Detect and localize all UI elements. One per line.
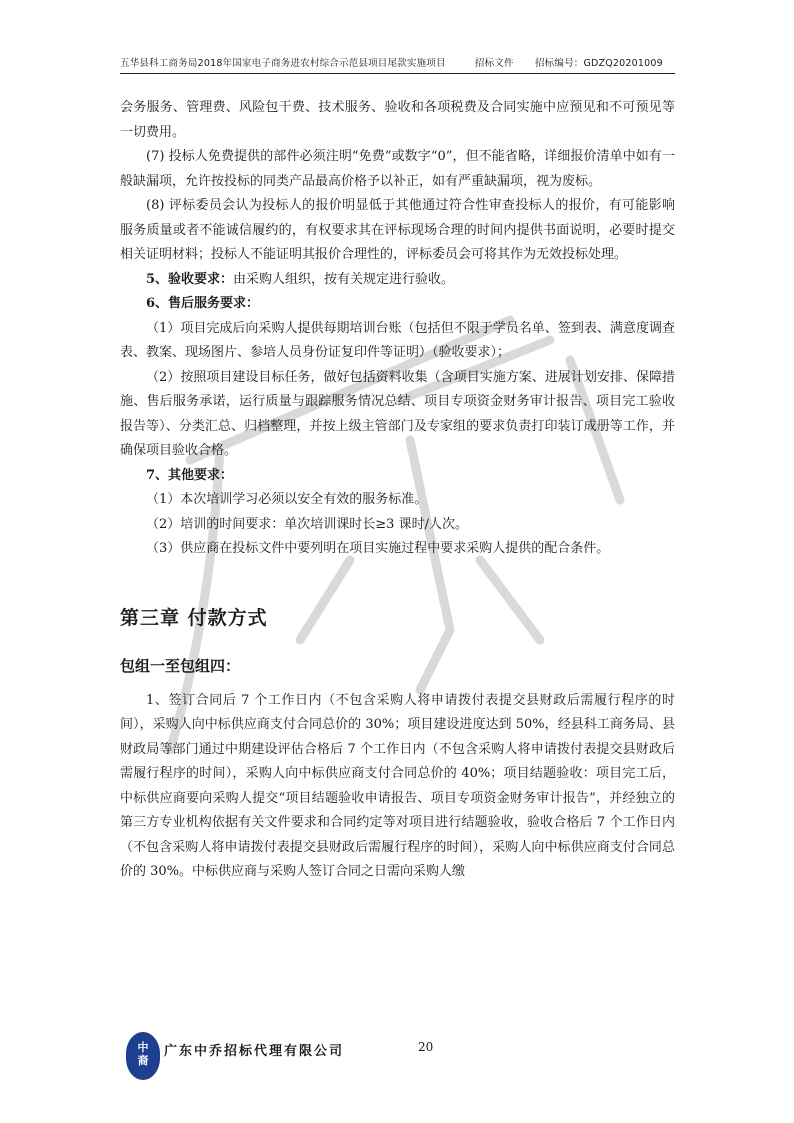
body-paragraph xyxy=(120,488,675,513)
paragraph-text: 会务服务、管理费、风险包干费、技术服务、验收和各项税费及合同实施中应预见和不可预见等一切费用。 xyxy=(120,100,675,140)
paragraph-text: （1）项目完成后向采购人提供每期培训台账（包括但不限于学员名单、签到表、满意度调查表、教案、现场图片、参培人员身份证复印件等证明）（验收要求）； xyxy=(120,320,675,360)
requirement-label: 6、售后服务要求： xyxy=(146,296,260,311)
requirement-heading xyxy=(120,268,675,293)
payment-paragraph: 1、签订合同后 7 个工作日内（不包含采购人将申请拨付表提交县财政后需履行程序的时间），采购人向中标供应商支付合同总价的 30%；项目建设进度达到 50%，经县科工商务局、县财政局等部门通过中期建设评估合格后 7 个工作日内（不包含采购人将申请拨付表提交县财政后需履行程序的时间），采购人向中标供应商支付合同总价的 40%；项目结题验收：项目完工后，中标供应商要向采购人提交“项目结题验收申请报告、项目专项资金财务审计报告”，并经独立的第三方专业机构依据有关文件要求和合同约定等对项目进行结题验收，验收合格后 7 个工作日内（不包含采购人将申请拨付表提交县财政后需履行程序的时间），采购人向中标供应商支付合同总价的 30%。中标供应商与采购人签订合同之日需向采购人缴 xyxy=(120,692,675,879)
document-body xyxy=(120,96,675,885)
chapter-title: 第三章 付款方式 xyxy=(120,606,268,629)
company-name: 广东中乔招标代理有限公司 xyxy=(164,1044,345,1059)
paragraph-text: （1）本次培训学习必须以安全有效的服务标准。 xyxy=(146,492,428,507)
body-paragraph xyxy=(120,513,675,538)
header-doc-code: 招标编号：GDZQ20201009 xyxy=(534,58,663,69)
section-title: 包组一至包组四： xyxy=(120,657,241,675)
company-seal-logo xyxy=(126,1032,160,1080)
paragraph-text: （2）培训的时间要求：单次培训课时长≥3 课时/人次。 xyxy=(146,516,468,532)
page-footer xyxy=(120,1032,675,1082)
requirement-label: 7、其他要求： xyxy=(146,467,234,483)
paragraph-text: 由采购人组织，按有关规定进行验收。 xyxy=(233,271,455,287)
paragraph-text: （3）供应商在投标文件中要列明在项目实施过程中要求采购人提供的配合条件。 xyxy=(146,541,610,556)
page-header xyxy=(120,55,675,69)
body-paragraph xyxy=(120,145,675,194)
paragraph-text: (7) 投标人免费提供的部件必须注明“免费”或数字“0”，但不能省略，详细报价清单中如有一般缺漏项，允许按投标的同类产品最高价格予以补正，如有严重缺漏项，视为废标。 xyxy=(120,149,675,189)
body-paragraph xyxy=(120,317,675,366)
page-number: 20 xyxy=(418,1040,434,1054)
header-doc-type: 招标文件 xyxy=(474,58,514,69)
body-paragraph xyxy=(120,537,675,562)
header-rule xyxy=(120,73,675,74)
body-paragraph xyxy=(120,366,675,464)
paragraph-text: (8) 评标委员会认为投标人的报价明显低于其他通过符合性审查投标人的报价，有可能影响服务质量或者不能诚信履约的，有权要求其在评标现场合理的时间内提供书面说明，必要时提交相关证明材料；投标人不能证明其报价合理性的，评标委员会可将其作为无效投标处理。 xyxy=(120,198,675,262)
header-project-title: 五华县科工商务局2018年国家电子商务进农村综合示范县项目尾款实施项目 xyxy=(120,58,446,69)
requirement-label: 5、验收要求： xyxy=(146,271,234,287)
requirement-heading xyxy=(120,464,675,489)
body-paragraph xyxy=(120,194,675,268)
requirement-heading xyxy=(120,292,675,317)
paragraph-text: （2）按照项目建设目标任务，做好包括资料收集（含项目实施方案、进展计划安排、保障措施、售后服务承诺，运行质量与跟踪服务情况总结、项目专项资金财务审计报告、项目完工验收报告等）、分类汇总、归档整理，并按上级主管部门及专家组的要求负责打印装订成册等工作，并确保项目验收合格。 xyxy=(120,369,675,458)
body-paragraph xyxy=(120,96,675,145)
seal-text: 中 裔 xyxy=(137,1041,149,1067)
